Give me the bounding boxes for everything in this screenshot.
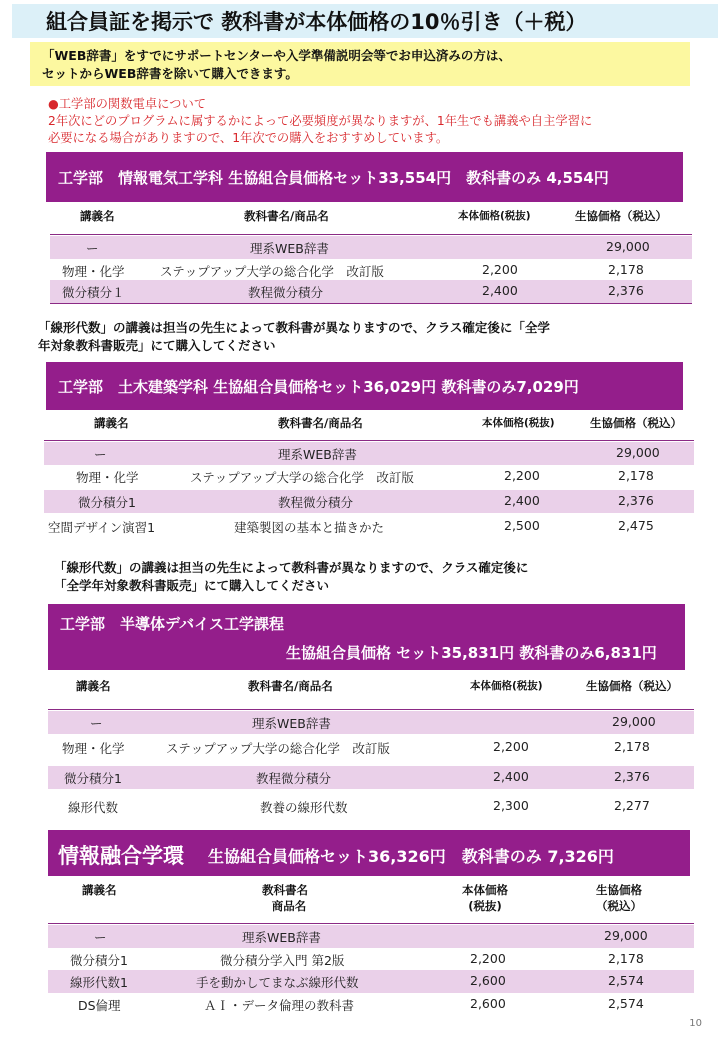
section-note: 「線形代数」の講義は担当の先生によって教科書が異なりますので、クラス確定後に「全学 年対象教科書販売」にて購入してください — [38, 320, 550, 353]
table-row: 物理・化学 ステップアップ大学の総合化学 改訂版 2,200 2,178 — [62, 739, 650, 756]
table-row: 微分積分1 教程微分積分 2,400 2,376 — [48, 766, 694, 789]
col-header-base-price: 本体価格 (税抜) — [462, 883, 508, 913]
col-header-course: 講義名 — [76, 679, 111, 693]
section-header-info-fusion — [48, 830, 690, 876]
calculator-heading: 工学部の関数電卓について — [58, 97, 207, 111]
table-row: ー 理系WEB辞書 29,000 — [48, 925, 694, 948]
page-number: 10 — [689, 1018, 702, 1029]
col-header-course: 講義名 — [80, 209, 115, 223]
col-header-coop-price: 生協価格（税込） — [575, 209, 667, 223]
section-title-line-2: 生協組合員価格 セット35,831円 教科書のみ6,831円 — [286, 644, 657, 662]
col-header-textbook: 教科書名/商品名 — [278, 416, 363, 430]
page-title: 組合員証を掲示で 教科書が本体価格の10％引き（＋税） — [46, 10, 587, 34]
col-header-textbook: 教科書名/商品名 — [248, 679, 333, 693]
section-header-civil — [46, 362, 683, 410]
web-dictionary-notice — [30, 42, 690, 86]
table-row: 微分積分１ 教程微分積分 2,400 2,376 — [50, 280, 692, 303]
section-header-semiconductor — [48, 604, 685, 670]
table-row: 物理・化学 ステップアップ大学の総合化学 改訂版 2,200 2,178 — [62, 262, 644, 279]
table-row: 微分積分1 微分積分学入門 第2版 2,200 2,178 — [70, 951, 644, 968]
calculator-line-1: 2年次にどのプログラムに属するかによって必要頻度が異なりますが、1年生でも講義や自主学習に — [48, 114, 593, 128]
col-header-base-price: 本体価格(税抜) — [458, 210, 531, 222]
col-header-coop-price: 生協価格 （税込） — [596, 883, 642, 913]
table-row: DS倫理 ＡＩ・データ倫理の教科書 2,600 2,574 — [78, 996, 644, 1013]
table-row: 線形代数 教養の線形代数 2,300 2,277 — [68, 798, 650, 815]
section-title: 工学部 土木建築学科 生協組合員価格セット36,029円 教科書のみ7,029円 — [58, 378, 579, 396]
table-row: ー 理系WEB辞書 29,000 — [44, 442, 694, 465]
section-header-ee — [46, 152, 683, 202]
section-title: 工学部 情報電気工学科 生協組合員価格セット33,554円 教科書のみ 4,554円 — [58, 169, 609, 187]
col-header-base-price: 本体価格(税抜) — [470, 680, 543, 692]
notice-line-1: 「WEB辞書」をすでにサポートセンターや入学準備説明会等でお申込済みの方は、 — [42, 48, 511, 63]
col-header-course: 講義名 — [82, 883, 117, 897]
section-title-line-1: 工学部 半導体デバイス工学課程 — [60, 615, 284, 633]
col-header-base-price: 本体価格(税抜) — [482, 417, 555, 429]
col-header-coop-price: 生協価格（税込） — [590, 416, 682, 430]
col-header-textbook: 教科書名/商品名 — [244, 209, 329, 223]
col-header-coop-price: 生協価格（税込） — [586, 679, 678, 693]
col-header-textbook: 教科書名 商品名 — [262, 883, 308, 913]
bullet-icon: ● — [48, 97, 59, 111]
section-title-main: 情報融合学環 — [58, 844, 184, 868]
section-title-rest: 生協組合員価格セット36,326円 教科書のみ 7,326円 — [208, 847, 614, 866]
notice-line-2: セットからWEB辞書を除いて購入できます。 — [42, 66, 298, 81]
table-row: ー 理系WEB辞書 29,000 — [50, 236, 692, 259]
table-row: 線形代数1 手を動かしてまなぶ線形代数 2,600 2,574 — [48, 970, 694, 993]
table-row: 微分積分1 教程微分積分 2,400 2,376 — [44, 490, 694, 513]
table-row: 物理・化学 ステップアップ大学の総合化学 改訂版 2,200 2,178 — [76, 468, 654, 485]
table-row: 空間デザイン演習1 建築製図の基本と描きかた 2,500 2,475 — [48, 518, 654, 535]
section-note: 「線形代数」の講義は担当の先生によって教科書が異なりますので、クラス確定後に 「全学年対象教科書販売」にて購入してください — [54, 560, 529, 593]
table-row: ー 理系WEB辞書 29,000 — [48, 711, 694, 734]
calculator-note — [48, 96, 688, 147]
calculator-line-2: 必要になる場合がありますので、1年次での購入をおすすめしています。 — [48, 131, 449, 145]
col-header-course: 講義名 — [94, 416, 129, 430]
